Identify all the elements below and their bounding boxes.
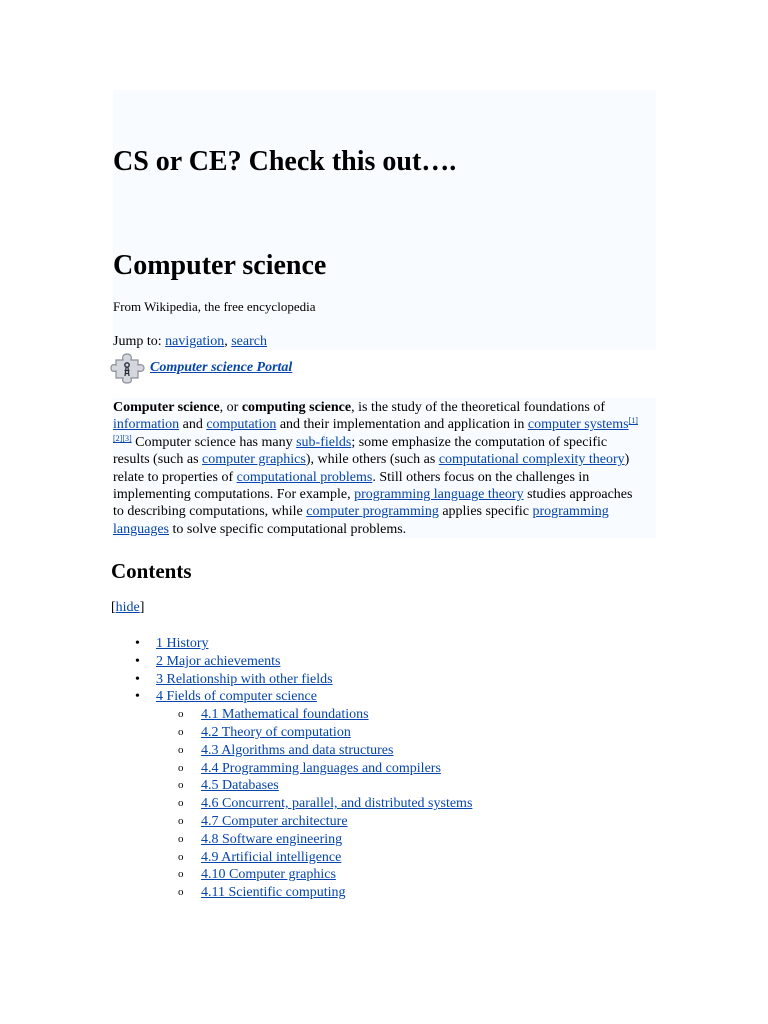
toc-toggle xyxy=(111,599,144,617)
toc-link-theory-of-computation[interactable]: 4.2 Theory of computation xyxy=(201,724,351,740)
lead-text: Computer science has many xyxy=(131,434,297,450)
computational-problems-link[interactable]: computational problems xyxy=(236,469,373,485)
toc-subitem xyxy=(0,724,472,742)
toc-link-databases[interactable]: 4.5 Databases xyxy=(201,778,279,794)
toc-subitem xyxy=(0,866,472,884)
toc-link-software-engineering[interactable]: 4.8 Software engineering xyxy=(201,831,343,847)
toc-subitem xyxy=(0,706,472,724)
computer-programming-link[interactable]: computer programming xyxy=(306,504,439,520)
circle-bullet-icon: o xyxy=(178,779,184,792)
circle-bullet-icon: o xyxy=(178,708,184,721)
lead-paragraph xyxy=(113,399,643,538)
circle-bullet-icon: o xyxy=(178,868,184,881)
information-link[interactable]: information xyxy=(113,417,180,433)
circle-bullet-icon: o xyxy=(178,850,184,863)
bullet-icon: • xyxy=(135,671,140,687)
toc-link-algorithms-and-data-structures[interactable]: 4.3 Algorithms and data structures xyxy=(201,742,394,758)
sub-fields-link[interactable]: sub-fields xyxy=(296,434,352,450)
toc-subitem xyxy=(0,795,472,813)
toc-link-major-achievements[interactable]: 2 Major achievements xyxy=(156,653,281,669)
bullet-icon: • xyxy=(135,636,140,651)
toc-toggle-bracket: ] xyxy=(139,600,145,615)
lead-text: and their implementation and application in xyxy=(276,417,528,433)
toc-subitem xyxy=(0,777,472,795)
programming-language-theory-link[interactable]: programming language theory xyxy=(354,487,524,503)
lead-text: ; some emphasize the computation of specific results (such as xyxy=(113,434,608,468)
toc-item xyxy=(0,653,472,671)
computer-systems-link[interactable]: computer systems xyxy=(527,417,629,433)
circle-bullet-icon: o xyxy=(178,886,184,899)
computation-link[interactable]: computation xyxy=(206,417,277,433)
toc-link-artificial-intelligence[interactable]: 4.9 Artificial intelligence xyxy=(201,849,342,865)
lead-text: to solve specific computational problems. xyxy=(168,521,407,537)
toc-link-history[interactable]: 1 History xyxy=(156,636,209,651)
bullet-icon: • xyxy=(135,689,140,705)
circle-bullet-icon: o xyxy=(178,814,184,827)
toc-link-programming-languages-and-compilers[interactable]: 4.4 Programming languages and compilers xyxy=(201,760,441,776)
computer-science-portal-link[interactable]: Computer science Portal xyxy=(150,360,293,375)
programming-languages-link[interactable]: programming languages xyxy=(113,504,609,537)
computer-graphics-link[interactable]: computer graphics xyxy=(202,452,306,468)
toc-link-fields-of-computer-science[interactable]: 4 Fields of computer science xyxy=(156,689,317,705)
search-link[interactable]: search xyxy=(231,334,267,349)
toc-item xyxy=(0,671,472,689)
jump-to-separator: , xyxy=(224,334,232,349)
lead-term-computing-science: computing science xyxy=(241,400,352,415)
lead-text: , or xyxy=(219,400,242,415)
toc-toggle-bracket: [ xyxy=(111,600,116,615)
lead-text: applies specific xyxy=(438,504,533,520)
tagline: From Wikipedia, the free encyclopedia xyxy=(113,299,316,314)
toc-link-concurrent-parallel-distributed-systems[interactable]: 4.6 Concurrent, parallel, and distributed systems xyxy=(201,796,473,812)
circle-bullet-icon: o xyxy=(178,725,184,738)
toc-subitem xyxy=(0,742,472,760)
lead-text: ) relate to properties of xyxy=(113,452,630,485)
toc-subitem xyxy=(0,813,472,831)
toc-subitem xyxy=(0,884,472,902)
circle-bullet-icon: o xyxy=(178,761,184,774)
toc-link-scientific-computing[interactable]: 4.11 Scientific computing xyxy=(201,885,346,901)
puzzle-piece-icon xyxy=(110,351,146,385)
contents-heading: Contents xyxy=(111,559,192,583)
lead-text: . Still others focus on the challenges in implementing computations. For example, xyxy=(113,469,590,503)
article-title: Computer science xyxy=(113,250,327,281)
toc-subitem xyxy=(0,760,472,778)
lead-term-computer-science: Computer science xyxy=(113,400,220,415)
lead-text: and xyxy=(179,417,207,433)
toc-link-computer-architecture[interactable]: 4.7 Computer architecture xyxy=(201,813,348,829)
lead-text: , is the study of the theoretical foundations of xyxy=(351,400,605,415)
portal-link-row xyxy=(110,351,292,385)
jump-to xyxy=(113,333,267,351)
lead-text: studies approaches to describing computations, while xyxy=(113,487,633,520)
circle-bullet-icon: o xyxy=(178,743,184,756)
hide-toc-link[interactable]: hide xyxy=(115,600,140,615)
toc-subitem xyxy=(0,831,472,849)
toc-link-computer-graphics[interactable]: 4.10 Computer graphics xyxy=(201,867,336,883)
toc-subitem xyxy=(0,849,472,867)
jump-to-label: Jump to: xyxy=(113,334,166,349)
table-of-contents xyxy=(0,635,472,902)
reference-links[interactable]: [1][2][3] xyxy=(113,416,638,443)
toc-link-mathematical-foundations[interactable]: 4.1 Mathematical foundations xyxy=(201,707,369,723)
lead-text: ), while others (such as xyxy=(305,452,439,468)
page-heading: CS or CE? Check this out…. xyxy=(113,146,457,177)
toc-link-relationship-with-other-fields[interactable]: 3 Relationship with other fields xyxy=(156,671,333,687)
toc-item xyxy=(0,635,472,653)
toc-item xyxy=(0,688,472,706)
navigation-link[interactable]: navigation xyxy=(165,334,225,349)
circle-bullet-icon: o xyxy=(178,797,184,810)
computational-complexity-theory-link[interactable]: computational complexity theory xyxy=(438,452,625,468)
circle-bullet-icon: o xyxy=(178,832,184,845)
bullet-icon: • xyxy=(135,653,140,669)
